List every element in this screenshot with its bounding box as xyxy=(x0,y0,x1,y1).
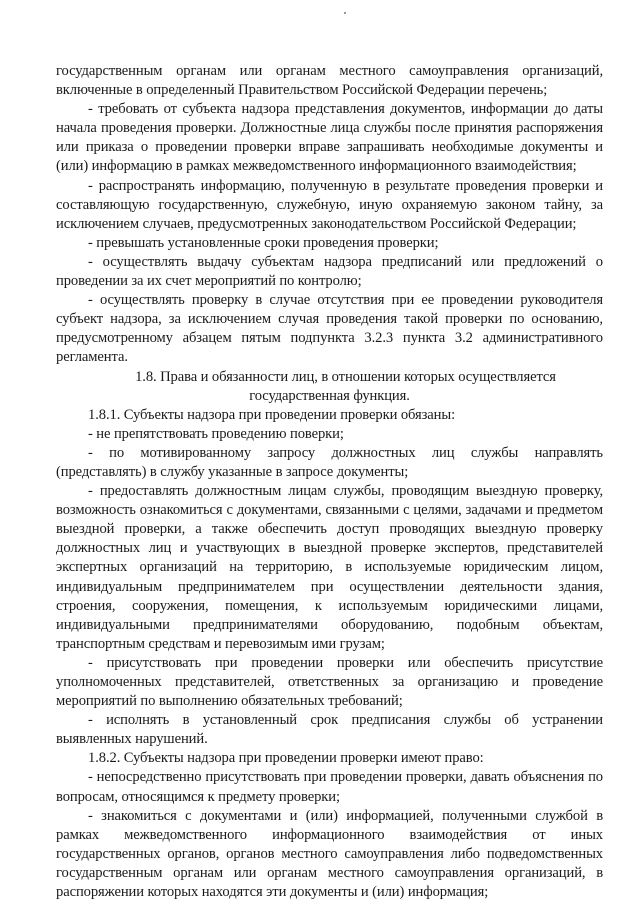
paragraph: - требовать от субъекта надзора представления документов, информации до даты начала проведения проверки. Должностные лица службы после принятия распоряжения или приказа о проведении проверки вправе запрашивать необходимые документы и (или) информацию в рамках межведомственного информационного взаимодействия; xyxy=(56,101,603,175)
paragraph: - присутствовать при проведении проверки или обеспечить присутствие уполномоченных представителей, ответственных за организацию и проведение мероприятий по выполнению обязательных требований; xyxy=(56,654,603,710)
paragraph: - осуществлять проверку в случае отсутствия при ее проведении руководителя субъект надзора, за исключением случая проведения такой проверки по основанию, предусмотренному абзацем пятым подпункта 3.2.3 пункта 3.2 административного регламента. xyxy=(56,292,603,366)
paragraph: - осуществлять выдачу субъектам надзора предписаний или предложений о проведении за их счет мероприятий по контролю; xyxy=(56,253,603,290)
paragraph: - не препятствовать проведению поверки; xyxy=(88,425,344,442)
paragraph: - непосредственно присутствовать при проведении проверки, давать объяснения по вопросам, относящимся к предмету проверки; xyxy=(56,769,603,805)
document-page xyxy=(56,62,603,902)
paragraph: 1.8.2. Субъекты надзора при проведении проверки имеют право: xyxy=(88,750,484,767)
paragraph: - исполнять в установленный срок предписания службы об устранении выявленных нарушений. xyxy=(56,712,603,748)
paragraph: - распространять информацию, полученную в результате проведения проверки и составляющую государственную, служебную, иную охраняемую законом тайну, за исключением случаев, предусмотренных законодательством Российской Федерации; xyxy=(56,177,603,232)
paragraph: - превышать установленные сроки проведения проверки; xyxy=(88,234,439,251)
section-heading: 1.8. Права и обязанности лиц, в отношении которых осуществляется государственная функция. xyxy=(135,368,556,404)
scan-speck xyxy=(344,12,346,14)
paragraph: 1.8.1. Субъекты надзора при проведении проверки обязаны: xyxy=(88,406,456,423)
paragraph: - по мотивированному запросу должностных лиц службы направлять (представлять) в службу указанные в запросе документы; xyxy=(56,444,603,480)
paragraph: государственным органам или органам местного самоуправления организаций, включенные в определенный Правительством Российской Федерации перечень; xyxy=(56,63,603,99)
paragraph: - предоставлять должностным лицам службы, проводящим выездную проверку, возможность ознакомиться с документами, связанными с целями, задачами и предметом выездной проверки, а также обеспечить доступ проводящих выездную проверку должностных лиц и участвующих в выездной проверке экспертов, представителей экспертных организаций на территорию, в используемые юридическим лицом, индивидуальным предпринимателем при осуществлении деятельности здания, строения, сооружения, помещения, к используемым юридическими лицами, индивидуальными предпринимателями оборудованию, подобным объектам, транспортным средствам и перевозимым ими грузам; xyxy=(56,483,603,652)
paragraph: - знакомиться с документами и (или) информацией, полученными службой в рамках межведомственного информационного взаимодействия от иных государственных органов, органов местного самоуправления либо подведомственных государственным органам или органам местного самоуправления организаций, в распоряжении которых находятся эти документы и (или) информация; xyxy=(56,807,603,901)
